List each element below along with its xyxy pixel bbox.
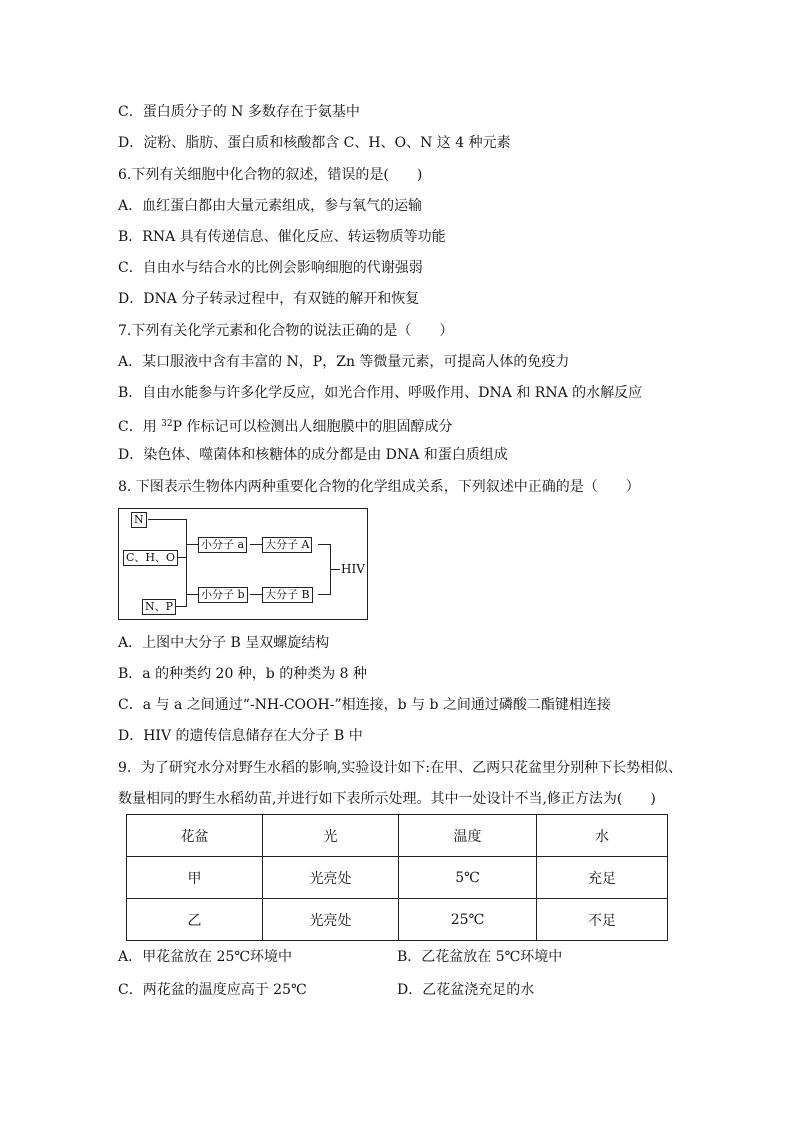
q8-stem: 8. 下图表示生物体内两种重要化合物的化学组成关系，下列叙述中正确的是（ ） [118,479,640,495]
table-row [127,899,668,941]
q7c-suffix: P 作标记可以检测出人细胞膜中的胆固醇成分 [172,419,453,435]
table-header: 花盆 [127,815,263,857]
table-cell: 光亮处 [263,899,399,941]
q9-option-a: A．甲花盆放在 25℃环境中 [118,949,293,965]
connector [318,594,330,595]
q7-option-d: D．染色体、噬菌体和核糖体的成分都是由 DNA 和蛋白质组成 [118,447,508,463]
q8-option-d: D．HIV 的遗传信息储存在大分子 B 中 [118,728,363,744]
connector [250,544,262,545]
element-np-box: N、P [142,599,176,615]
macromolecule-a-box: 大分子 A [262,537,312,553]
table-header: 水 [537,815,668,857]
q6-option-c: C．自由水与结合水的比例会影响细胞的代谢强弱 [118,260,423,276]
q5-option-c: C．蛋白质分子的 N 多数存在于氨基中 [118,104,360,120]
table-cell: 甲 [127,857,263,899]
experiment-table [126,814,668,941]
table-cell: 乙 [127,899,263,941]
q7-option-a: A．某口服液中含有丰富的 N，P，Zn 等微量元素，可提高人体的免疫力 [118,354,570,370]
q8-option-a: A．上图中大分子 B 呈双螺旋结构 [118,635,330,651]
table-cell: 不足 [537,899,668,941]
q9-option-c: C．两花盆的温度应高于 25℃ [118,982,307,998]
connector [186,594,198,595]
q7c-superscript: 32 [161,419,173,429]
table-cell: 5℃ [399,857,537,899]
connector [186,519,187,544]
table-header: 温度 [399,815,537,857]
q8-option-c: C．a 与 a 之间通过“-NH-COOH-”相连接，b 与 b 之间通过磷酸二酯键相连接 [118,697,611,713]
element-n-box: N [131,512,147,528]
table-header: 光 [263,815,399,857]
q5-option-d: D．淀粉、脂肪、蛋白质和核酸都含 C、H、O、N 这 4 种元素 [118,135,511,151]
macromolecule-b-box: 大分子 B [262,587,313,603]
small-molecule-a-box: 小分子 a [198,537,247,553]
q9-stem-line2: 数量相同的野生水稻幼苗,并进行如下表所示处理。其中一处设计不当,修正方法为( ) [118,791,656,807]
connector [330,569,340,570]
q7c-prefix: C．用 [118,419,162,435]
q6-option-d: D．DNA 分子转录过程中，有双链的解开和恢复 [118,291,420,307]
q9-option-b: B．乙花盆放在 5℃环境中 [397,949,563,965]
q8-option-b: B．a 的种类约 20 种，b 的种类为 8 种 [118,666,368,682]
q6-stem: 6.下列有关细胞中化合物的叙述，错误的是( ) [118,167,423,183]
q7-stem: 7.下列有关化学元素和化合物的说法正确的是（ ） [118,323,454,339]
table-row [127,857,668,899]
small-molecule-b-box: 小分子 b [198,587,248,603]
connector [186,544,198,545]
q9-option-d: D．乙花盆浇充足的水 [397,982,535,998]
compound-diagram [118,508,368,620]
q7-option-c [118,415,453,436]
table-header-row [127,815,668,857]
q9-stem-line1: 9．为了研究水分对野生水稻的影响,实验设计如下:在甲、乙两只花盆里分别种下长势相似、 [118,760,683,776]
connector [186,544,187,594]
table-cell: 25℃ [399,899,537,941]
hiv-label: HIV [341,562,365,576]
connector [148,519,186,520]
connector [318,544,330,545]
q6-option-b: B．RNA 具有传递信息、催化反应、转运物质等功能 [118,229,446,245]
connector [250,594,262,595]
table-cell: 光亮处 [263,857,399,899]
table-cell: 充足 [537,857,668,899]
q7-option-b: B．自由水能参与许多化学反应，如光合作用、呼吸作用、DNA 和 RNA 的水解反应 [118,385,643,401]
q6-option-a: A．血红蛋白都由大量元素组成，参与氧气的运输 [118,198,423,214]
connector [186,594,187,606]
element-cho-box: C、H、O [123,550,178,566]
